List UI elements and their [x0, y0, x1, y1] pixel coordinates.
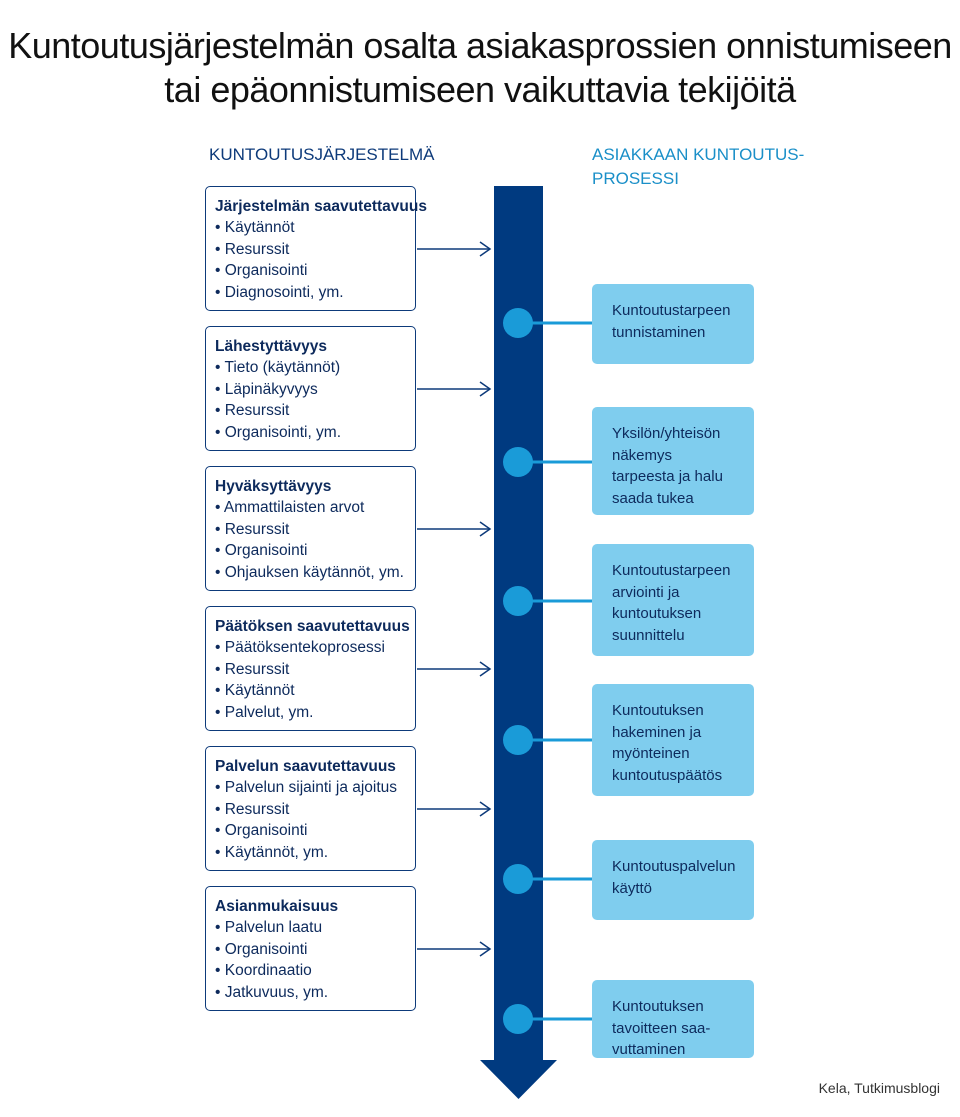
- system-box-heading: Järjestelmän saavutettavuus: [215, 198, 427, 215]
- system-box-heading: Palvelun saavutettavuus: [215, 758, 396, 775]
- system-box-item: • Organisointi: [215, 820, 415, 842]
- process-step-line: Kuntoutuksen: [612, 702, 704, 719]
- system-box: [205, 606, 416, 731]
- system-box: [205, 186, 427, 311]
- system-box-item: • Jatkuvuus, ym.: [215, 982, 415, 1004]
- process-step-line: tavoitteen saa-: [612, 1019, 711, 1037]
- process-step-line: arviointi ja: [612, 583, 680, 601]
- process-step-line: tarpeesta ja halu: [612, 468, 723, 485]
- system-box-item: • Organisointi: [215, 540, 415, 562]
- process-step-line: suunnittelu: [612, 626, 685, 644]
- process-step-line: Kuntoutuspalvelun: [612, 858, 736, 875]
- right-header-line-1: ASIAKKAAN KUNTOUTUS-: [592, 145, 805, 164]
- system-box: [205, 466, 416, 591]
- system-box-item: • Palvelut, ym.: [215, 702, 415, 724]
- process-step-line: kuntoutuksen: [612, 605, 702, 622]
- process-node: [503, 864, 533, 894]
- system-box: [205, 886, 416, 1011]
- process-node: [503, 308, 533, 338]
- process-step-line: näkemys: [612, 446, 673, 464]
- system-box-item: • Ammattilaisten arvot: [215, 497, 415, 519]
- process-node: [503, 1004, 533, 1034]
- process-step-box: [592, 684, 754, 796]
- title-line-2: tai epäonnistumiseen vaikuttavia tekijöitä: [164, 69, 796, 110]
- system-box: [205, 326, 416, 451]
- credit: Kela, Tutkimusblogi: [818, 1080, 940, 1096]
- system-box-item: • Organisointi, ym.: [215, 422, 415, 444]
- system-box-item: • Käytännöt, ym.: [215, 842, 415, 864]
- process-step-line: Yksilön/yhteisön: [612, 425, 721, 442]
- system-box-heading: Asianmukaisuus: [215, 898, 339, 915]
- system-box-heading: Päätöksen saavutettavuus: [215, 618, 410, 635]
- system-box-item: • Palvelun sijainti ja ajoitus: [215, 777, 415, 799]
- system-box-item: • Ohjauksen käytännöt, ym.: [215, 562, 415, 584]
- system-box-item: • Palvelun laatu: [215, 917, 415, 939]
- system-box-item: • Resurssit: [215, 400, 415, 422]
- process-step-line: Kuntoutuksen: [612, 998, 704, 1015]
- system-box-item: • Koordinaatio: [215, 960, 415, 982]
- system-box-item: • Diagnosointi, ym.: [215, 282, 415, 304]
- system-box-item: • Läpinäkyvyys: [215, 379, 415, 401]
- process-step-box: [592, 980, 754, 1058]
- process-step-line: Kuntoutustarpeen: [612, 562, 731, 579]
- process-step-line: saada tukea: [612, 489, 694, 507]
- system-box-heading: Lähestyttävyys: [215, 338, 328, 355]
- left-column-header: KUNTOUTUSJÄRJESTELMÄ: [209, 145, 435, 164]
- title-line-1: Kuntoutusjärjestelmän osalta asiakasprossien onnistumiseen: [8, 25, 952, 66]
- process-step-box: [592, 284, 754, 364]
- process-step-line: hakeminen ja: [612, 723, 702, 741]
- system-box-item: • Käytännöt: [215, 680, 415, 702]
- right-header-line-2: PROSESSI: [592, 169, 679, 188]
- system-box: [205, 746, 416, 871]
- system-box-item: • Päätöksentekoprosessi: [215, 637, 415, 659]
- process-node: [503, 447, 533, 477]
- timeline-arrow-head: [480, 1060, 557, 1099]
- system-box-item: • Resurssit: [215, 239, 415, 261]
- process-node: [503, 586, 533, 616]
- process-step-line: vuttaminen: [612, 1041, 686, 1058]
- process-step-line: käyttö: [612, 879, 653, 897]
- system-box-item: • Tieto (käytännöt): [215, 357, 415, 379]
- process-step-line: kuntoutuspäätös: [612, 766, 723, 784]
- system-box-item: • Organisointi: [215, 939, 415, 961]
- system-box-item: • Organisointi: [215, 260, 415, 282]
- system-box-item: • Resurssit: [215, 659, 415, 681]
- process-step-box: [592, 840, 754, 920]
- system-box-heading: Hyväksyttävyys: [215, 478, 332, 495]
- process-step-box: [592, 407, 754, 515]
- process-step-line: tunnistaminen: [612, 323, 706, 341]
- process-step-box: [592, 544, 754, 656]
- process-node: [503, 725, 533, 755]
- system-box-item: • Resurssit: [215, 519, 415, 541]
- system-box-item: • Käytännöt: [215, 217, 415, 239]
- process-step-line: Kuntoutustarpeen: [612, 302, 731, 319]
- system-box-item: • Resurssit: [215, 799, 415, 821]
- process-step-line: myönteinen: [612, 745, 690, 762]
